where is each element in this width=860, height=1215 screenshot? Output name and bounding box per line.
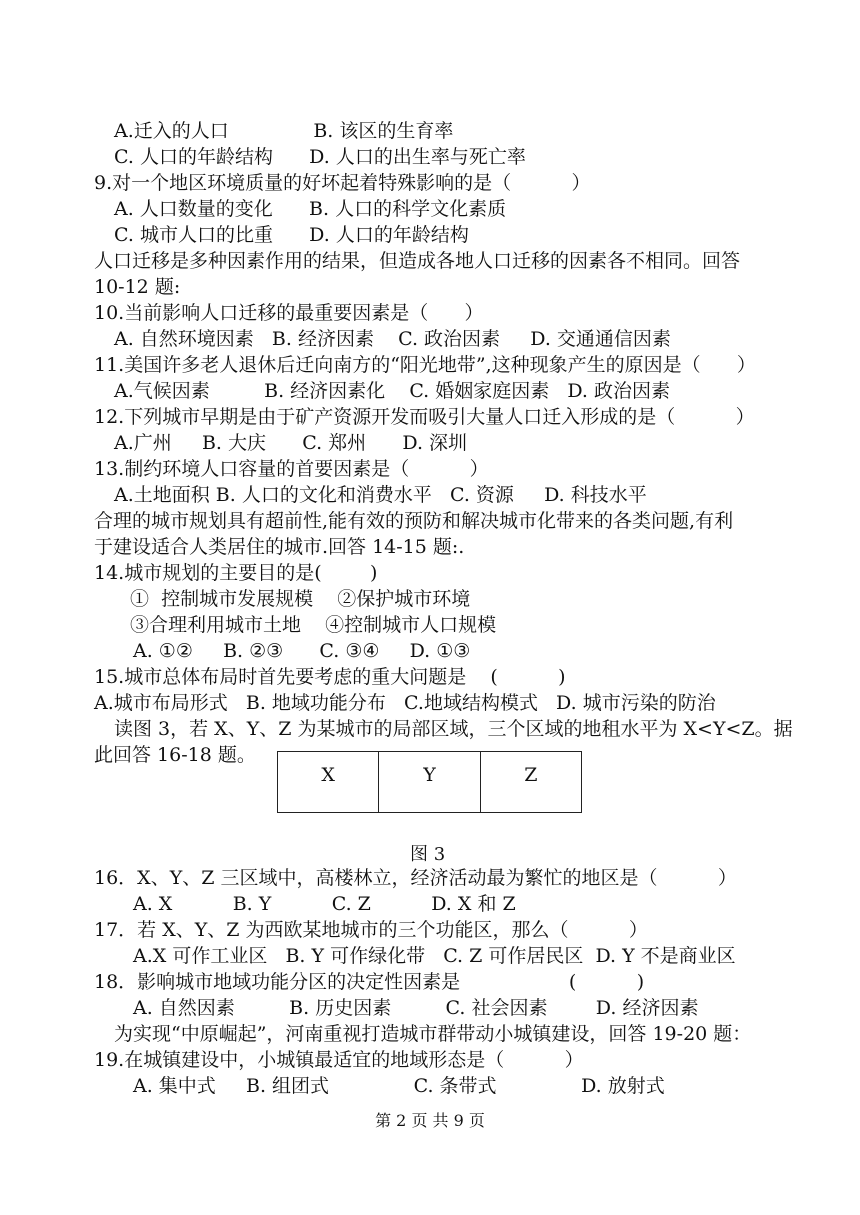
passage-line: 为实现“中原崛起”，河南重视打造城市群带动小城镇建设，回答 19-20 题： xyxy=(114,1023,752,1045)
option-line: C. 人口的年龄结构 D. 人口的出生率与死亡率 xyxy=(114,146,526,168)
question-19: 19.在城镇建设中，小城镇最适宜的地域形态是（ ） xyxy=(94,1049,584,1071)
option-line: A. 集中式 B. 组团式 C. 条带式 D. 放射式 xyxy=(133,1075,665,1097)
question-17: 17．若 X、Y、Z 为西欧某地城市的三个功能区，那么（ ） xyxy=(94,919,648,941)
passage-line: 此回答 16-18 题。 xyxy=(94,744,256,766)
zone-y: Y xyxy=(378,752,479,812)
page-footer: 第 2 页 共 9 页 xyxy=(375,1111,485,1130)
question-10: 10.当前影响人口迁移的最重要因素是（ ） xyxy=(94,302,484,324)
passage-line: 于建设适合人类居住的城市.回答 14-15 题:. xyxy=(94,536,465,558)
question-16: 16．X、Y、Z 三区域中，高楼林立，经济活动最为繁忙的地区是（ ） xyxy=(94,867,737,889)
option-line: A.城市布局形式 B. 地域功能分布 C.地域结构模式 D. 城市污染的防治 xyxy=(94,692,716,714)
choice-statement: ① 控制城市发展规模 ②保护城市环境 xyxy=(130,588,471,610)
question-15: 15.城市总体布局时首先要考虑的重大问题是 ( ) xyxy=(94,666,566,688)
zone-x: X xyxy=(321,764,335,786)
option-line: A. ①② B. ②③ C. ③④ D. ①③ xyxy=(133,640,471,662)
passage-line: 读图 3，若 X、Y、Z 为某城市的局部区域，三个区域的地租水平为 X<Y<Z。据 xyxy=(114,718,793,740)
question-14: 14.城市规划的主要目的是( ) xyxy=(94,562,378,584)
zone-z: Z xyxy=(480,752,581,812)
figure-caption: 图 3 xyxy=(410,844,446,865)
question-11: 11.美国许多老人退休后迁向南方的“阳光地带”,这种现象产生的原因是（ ） xyxy=(94,354,756,376)
passage-line: 合理的城市规划具有超前性,能有效的预防和解决城市化带来的各类问题,有利 xyxy=(94,510,734,532)
passage-line: 10-12 题: xyxy=(94,276,181,298)
option-line: C. 城市人口的比重 D. 人口的年龄结构 xyxy=(114,224,469,246)
option-line: A. 人口数量的变化 B. 人口的科学文化素质 xyxy=(114,198,507,220)
choice-statement: ③合理利用城市土地 ④控制城市人口规模 xyxy=(130,614,497,636)
option-line: A.X 可作工业区 B. Y 可作绿化带 C. Z 可作居民区 D. Y 不是商业区 xyxy=(133,945,736,967)
option-line: A.广州 B. 大庆 C. 郑州 D. 深圳 xyxy=(114,432,468,454)
passage-line: 人口迁移是多种因素作用的结果，但造成各地人口迁移的因素各不相同。回答 xyxy=(94,250,741,272)
option-line: A.气候因素 B. 经济因素化 C. 婚姻家庭因素 D. 政治因素 xyxy=(114,380,671,402)
option-line: A.土地面积 B. 人口的文化和消费水平 C. 资源 D. 科技水平 xyxy=(114,484,647,506)
question-18: 18．影响城市地域功能分区的决定性因素是 ( ) xyxy=(94,971,645,993)
option-line: A. X B. Y C. Z D. X 和 Z xyxy=(133,893,516,915)
option-line: A. 自然环境因素 B. 经济因素 C. 政治因素 D. 交通通信因素 xyxy=(114,328,671,350)
question-13: 13.制约环境人口容量的首要因素是（ ） xyxy=(94,458,489,480)
option-line: A. 自然因素 B. 历史因素 C. 社会因素 D. 经济因素 xyxy=(133,997,699,1019)
question-12: 12.下列城市早期是由于矿产资源开发而吸引大量人口迁入形成的是（ ） xyxy=(94,406,755,428)
option-line: A.迁入的人口 B. 该区的生育率 xyxy=(114,120,454,142)
question-9: 9.对一个地区环境质量的好坏起着特殊影响的是（ ） xyxy=(94,172,591,194)
figure-3-diagram xyxy=(277,751,582,813)
